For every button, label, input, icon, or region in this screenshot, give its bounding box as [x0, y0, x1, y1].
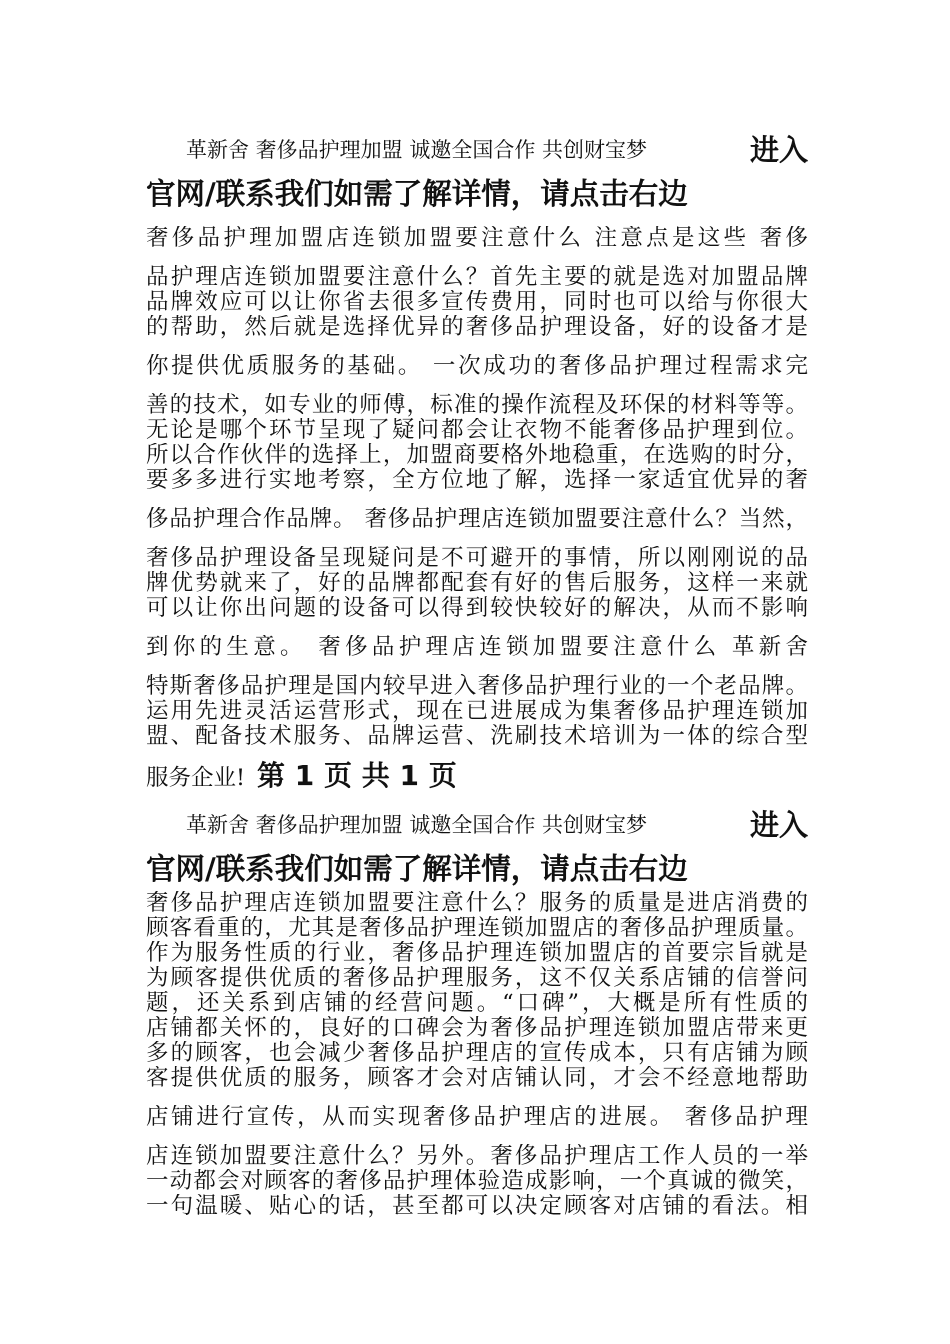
body-line: 品牌效应可以让你省去很多宣传费用，同时也可以给与你很大 [146, 290, 808, 315]
body-line: 到你的生意。 奢侈品护理店连锁加盟要注意什么 革新舍 [146, 635, 808, 660]
body-line: 作为服务性质的行业，奢侈品护理连锁加盟店的首要宗旨就是 [146, 941, 808, 966]
header-contact-line[interactable]: 官网/联系我们如需了解详情，请点击右边 [146, 177, 688, 211]
body-line: 为顾客提供优质的奢侈品护理服务，这不仅关系店铺的信誉问 [146, 966, 808, 991]
closing-text: 服务企业! [146, 765, 246, 791]
enter-link[interactable]: 进入 [749, 808, 808, 842]
header-slogan-line [146, 803, 808, 847]
header-contact-line[interactable]: 官网/联系我们如需了解详情，请点击右边 [146, 852, 688, 886]
body-line: 店铺都关怀的，良好的口碑会为奢侈品护理连锁加盟店带来更 [146, 1016, 808, 1041]
body-line: 奢侈品护理设备呈现疑问是不可避开的事情，所以刚刚说的品 [146, 546, 808, 571]
body-line: 店铺进行宣传，从而实现奢侈品护理店的进展。 奢侈品护理 [146, 1105, 808, 1130]
header-slogan: 革新舍 奢侈品护理加盟 诚邀全国合作 共创财宝梦 [186, 813, 648, 837]
body-line: 特斯奢侈品护理是国内较早进入奢侈品护理行业的一个老品牌。 [146, 674, 808, 699]
body-line: 店连锁加盟要注意什么？另外。奢侈品护理店工作人员的一举 [146, 1144, 808, 1169]
body-line: 牌优势就来了，好的品牌都配套有好的售后服务，这样一来就 [146, 571, 808, 596]
body-line: 奢侈品护理店连锁加盟要注意什么？服务的质量是进店消费的 [146, 891, 808, 916]
page-indicator: 第 1 页 共 1 页 [257, 759, 457, 792]
enter-link[interactable]: 进入 [749, 133, 808, 167]
body-line: 品护理店连锁加盟要注意什么？首先主要的就是选对加盟品牌 [146, 265, 808, 290]
header-slogan-line [146, 128, 808, 172]
closing-line [146, 757, 808, 797]
body-line: 你提供优质服务的基础。 一次成功的奢侈品护理过程需求完 [146, 354, 808, 379]
body-line: 一句温暖、贴心的话，甚至都可以决定顾客对店铺的看法。相 [146, 1194, 808, 1219]
body-line: 运用先进灵活运营形式，现在已进展成为集奢侈品护理连锁加 [146, 699, 808, 724]
body-line: 可以让你出问题的设备可以得到较快较好的解决，从而不影响 [146, 596, 808, 621]
section-1 [146, 128, 808, 797]
body-line: 无论是哪个环节呈现了疑问都会让衣物不能奢侈品护理到位。 [146, 418, 808, 443]
section-2 [146, 803, 808, 1219]
body-line: 的帮助，然后就是选择优异的奢侈品护理设备，好的设备才是 [146, 315, 808, 340]
body-line: 顾客看重的，尤其是奢侈品护理连锁加盟店的奢侈品护理质量。 [146, 916, 808, 941]
body-line: 要多多进行实地考察，全方位地了解，选择一家适宜优异的奢 [146, 468, 808, 493]
body-line: 善的技术，如专业的师傅，标准的操作流程及环保的材料等等。 [146, 393, 808, 418]
body-line: 奢侈品护理加盟店连锁加盟要注意什么 注意点是这些 奢侈 [146, 226, 808, 251]
body-line: 侈品护理合作品牌。 奢侈品护理店连锁加盟要注意什么？当然， [146, 507, 808, 532]
body-line: 一动都会对顾客的奢侈品护理体验造成影响，一个真诚的微笑， [146, 1169, 808, 1194]
body-line: 所以合作伙伴的选择上，加盟商要格外地稳重，在选购的时分， [146, 443, 808, 468]
document-page [146, 128, 808, 1219]
body-line: 题，还关系到店铺的经营问题。“口碑”，大概是所有性质的 [146, 991, 808, 1016]
body-line: 盟、配备技术服务、品牌运营、洗刷技术培训为一体的综合型 [146, 724, 808, 749]
body-line: 多的顾客，也会减少奢侈品护理店的宣传成本，只有店铺为顾 [146, 1041, 808, 1066]
header-slogan: 革新舍 奢侈品护理加盟 诚邀全国合作 共创财宝梦 [186, 138, 648, 162]
body-line: 客提供优质的服务，顾客才会对店铺认同，才会不经意地帮助 [146, 1066, 808, 1091]
